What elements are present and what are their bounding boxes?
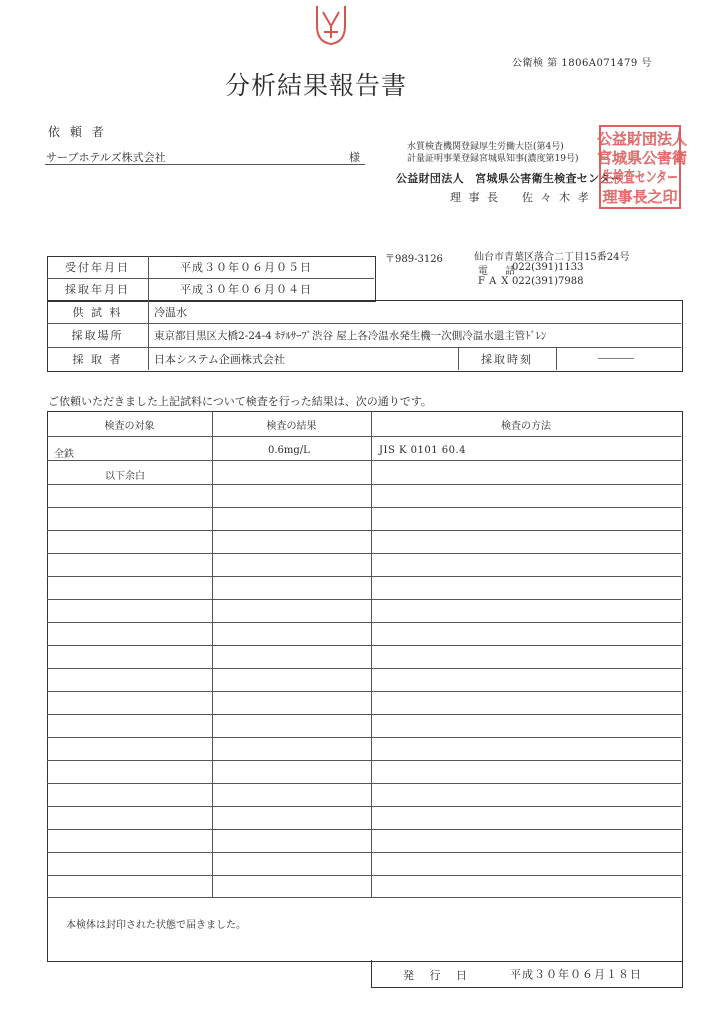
document-title: 分析結果報告書 (225, 71, 408, 100)
remark-text: 本検体は封印された状態で届きました。 (66, 920, 246, 931)
results-row-line (47, 436, 681, 437)
president-title: 理 事 長 (450, 191, 500, 204)
row-2-item: 以下余白 (105, 471, 145, 482)
results-row-line (47, 875, 681, 876)
reference-number: 公衛検 第 1806A071479 号 (512, 58, 652, 69)
intro-text: ご依頼いただきました上記試料について検査を行った結果は、次の通りです。 (48, 395, 432, 408)
sampler-label: 採 取 者 (72, 352, 123, 366)
results-row-line (47, 507, 681, 508)
results-row-line (47, 691, 681, 692)
registration-line-2: 計量証明事業登録宮城県知事(濃度第19号) (407, 154, 579, 164)
row-1-result: 0.6mg/L (268, 445, 310, 456)
registration-line-1: 水質検査機関登録厚生労働大臣(第4号) (407, 142, 564, 152)
seal-line-1: 公益財団法人 (596, 130, 688, 148)
results-row-line (47, 484, 681, 485)
tel-number: 022(391)1133 (512, 262, 584, 273)
results-row-line (47, 460, 681, 461)
results-row-line (47, 599, 681, 600)
sample-label: 供 試 料 (72, 305, 123, 319)
fax-number: 022(391)7988 (512, 276, 584, 287)
results-row-line (47, 760, 681, 761)
results-row-line (47, 829, 681, 830)
address-city: 仙台市青葉区落合二丁目15番24号 (474, 252, 630, 263)
results-row-line (47, 737, 681, 738)
postal-code: 〒989-3126 (385, 254, 443, 265)
row-1-item: 全鉄 (54, 449, 74, 460)
requester-underline (45, 164, 365, 165)
sampled-date: 平成３０年０６月０４日 (180, 283, 312, 296)
results-row-line (47, 576, 681, 577)
sampling-time-label: 採取時刻 (481, 352, 533, 366)
received-date-label: 受付年月日 (65, 261, 130, 274)
president-name: 佐 々 木 孝 (522, 191, 591, 204)
results-row-line (47, 897, 681, 898)
sample-value: 冷温水 (154, 305, 187, 319)
issue-date: 平成３０年０６月１８日 (510, 968, 642, 981)
header-result: 検査の結果 (266, 420, 317, 432)
seal-line-3: 生検査センター (602, 168, 678, 186)
header-method: 検査の方法 (501, 420, 551, 432)
requester-name: サーブホテルズ株式会社 (46, 151, 166, 164)
results-row-line (47, 645, 681, 646)
header-item: 検査の対象 (104, 420, 155, 432)
issuer-organization: 公益財団法人 宮城県公害衛生検査センター (396, 172, 622, 185)
location-label: 採取場所 (71, 329, 124, 342)
sampled-date-label: 採取年月日 (65, 283, 130, 296)
results-row-line (47, 852, 681, 853)
requester-label: 依 頼 者 (48, 125, 107, 139)
results-row-line (47, 622, 681, 623)
results-row-line (47, 530, 681, 531)
results-table-frame (47, 411, 683, 962)
tel-label: 電 話 (478, 266, 523, 277)
results-row-line (47, 553, 681, 554)
results-row-line (47, 714, 681, 715)
seal-line-2: 宮城県公害衛 (596, 149, 688, 167)
official-seal (596, 124, 688, 210)
received-date: 平成３０年０６月０５日 (180, 261, 312, 274)
seal-line-4: 理事長之印 (602, 188, 678, 206)
results-row-line (47, 783, 681, 784)
top-stamp-seal (311, 2, 351, 46)
fax-label: FAX (478, 276, 514, 287)
sampling-time-value: ―――― (598, 353, 634, 364)
row-1-method: JIS K 0101 60.4 (379, 445, 467, 456)
location-value: 東京都目黒区大橋2-24-4 ﾎﾃﾙｻｰﾌﾞ渋谷 屋上各冷温水発生機一次側冷温水還主管ﾄﾞﾚﾝ (154, 329, 547, 342)
requester-honorific: 様 (349, 151, 360, 164)
issue-date-label: 発 行 日 (403, 969, 473, 982)
sampler-value: 日本システム企画株式会社 (154, 352, 285, 366)
results-row-line (47, 668, 681, 669)
results-row-line (47, 806, 681, 807)
